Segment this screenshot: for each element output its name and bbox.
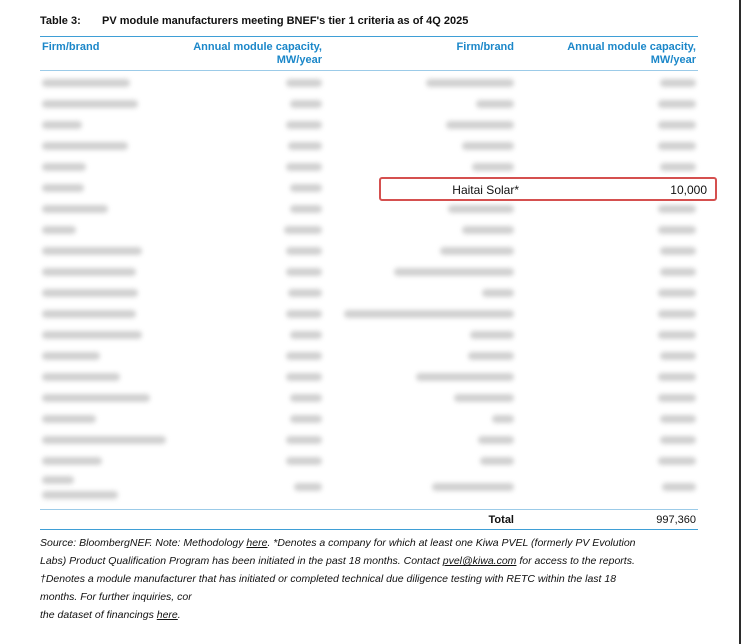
- header-firm-brand-right: Firm/brand: [456, 41, 514, 53]
- financings-link[interactable]: here: [156, 609, 178, 621]
- page-edge-rule: [739, 0, 741, 644]
- table-row-blurred: [40, 345, 698, 366]
- source-text: . *Denotes a company for which at least one Kiwa PVEL (formerly PV Evolution: [267, 537, 636, 549]
- source-text: the dataset of financings: [40, 609, 157, 621]
- table-row-blurred: [40, 429, 698, 450]
- email-link[interactable]: pvel@kiwa.com: [442, 555, 517, 567]
- table-number: Table 3:: [40, 15, 81, 27]
- source-line-2: [40, 552, 696, 570]
- table-row-blurred: [40, 282, 698, 303]
- table-row-blurred: [40, 72, 698, 93]
- highlighted-row-haitai-solar: [379, 177, 717, 201]
- table-row-blurred: [40, 303, 698, 324]
- source-line-1: [40, 534, 696, 552]
- table-row-blurred: [40, 240, 698, 261]
- table-row-blurred: [40, 450, 698, 471]
- table-row-blurred: [40, 387, 698, 408]
- methodology-link[interactable]: here: [246, 537, 268, 549]
- header-firm-brand-left: Firm/brand: [42, 41, 100, 53]
- table-top-rule: [40, 36, 698, 37]
- blurred-table-rows: [40, 72, 698, 507]
- table-row-blurred: [40, 93, 698, 114]
- table-row-blurred: [40, 261, 698, 282]
- source-line-4: months. For further inquiries, cor: [40, 591, 192, 603]
- source-text: .: [177, 609, 181, 621]
- table-row-blurred: [40, 198, 698, 219]
- table-row-blurred: [40, 366, 698, 387]
- header-capacity-right: Annual module capacity, MW/year: [567, 41, 696, 66]
- table-row-blurred: [40, 156, 698, 177]
- table-row-blurred: [40, 114, 698, 135]
- source-note: [40, 534, 696, 624]
- table-row-blurred: [40, 408, 698, 429]
- source-line-3: †Denotes a module manufacturer that has initiated or completed technical due diligence testing with RETC within the last 18: [40, 573, 617, 585]
- total-value: 997,360: [656, 514, 696, 526]
- table-title: PV module manufacturers meeting BNEF's tier 1 criteria as of 4Q 2025: [102, 15, 469, 27]
- source-text: Source: BloombergNEF. Note: Methodology: [40, 537, 247, 549]
- highlighted-firm-name: Haitai Solar*: [452, 183, 519, 197]
- highlighted-capacity-value: 10,000: [670, 183, 707, 197]
- table-row-blurred: [40, 219, 698, 240]
- table-bottom-rule: [40, 529, 698, 530]
- source-text: for access to the reports.: [516, 555, 635, 567]
- header-rule: [40, 70, 698, 71]
- total-label: Total: [488, 514, 514, 526]
- source-line-5: [40, 606, 696, 624]
- table-row-blurred: [40, 324, 698, 345]
- total-rule: [40, 509, 698, 510]
- table-caption: [40, 15, 468, 27]
- source-text: Labs) Product Qualification Program has been initiated in the past 18 months. Contact: [40, 555, 443, 567]
- table-row-blurred: [40, 471, 698, 507]
- header-capacity-left: Annual module capacity, MW/year: [193, 41, 322, 66]
- table-row-blurred: [40, 135, 698, 156]
